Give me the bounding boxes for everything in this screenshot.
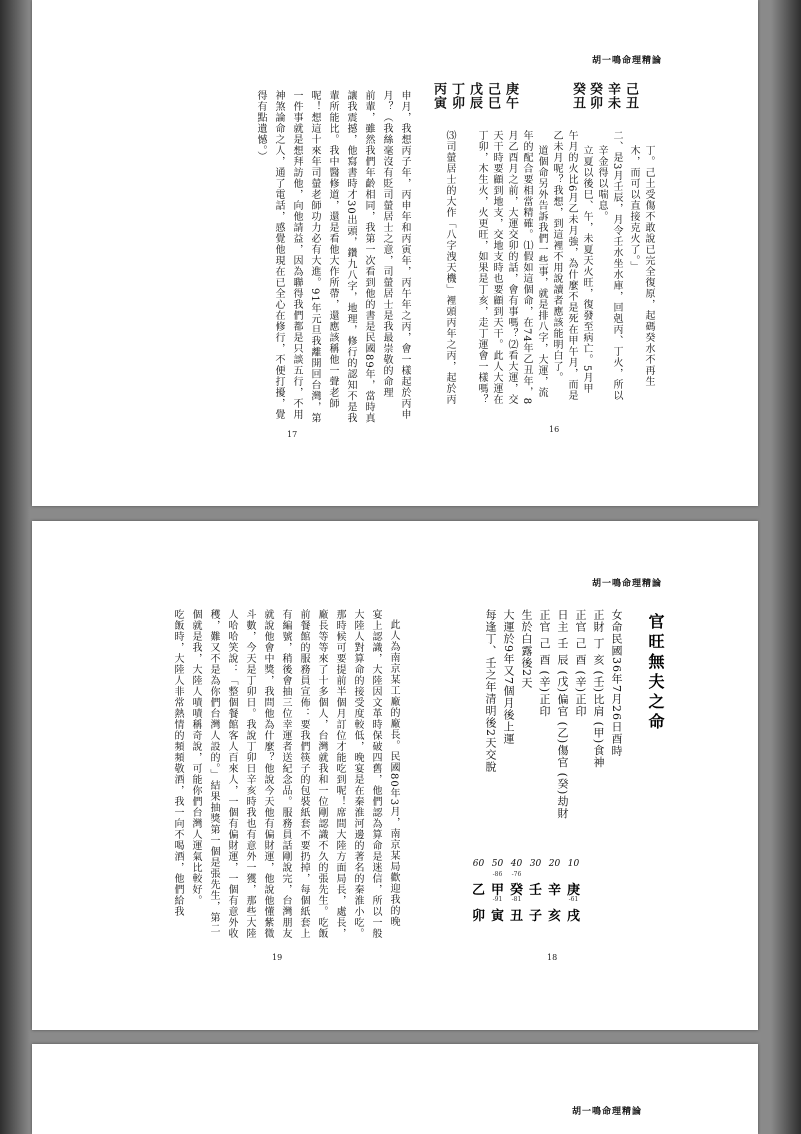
- text-col: 道個命另外告訴我們一些事，就是排八字，大運，流: [536, 145, 547, 398]
- page-header-right: 胡一鳴命理精論: [592, 579, 663, 589]
- text-col: 前輩，雖然我們年齡相同，我第一次看到他的書是民國89年，當時真: [363, 90, 374, 424]
- text-col: 月乙酉月之前，大運交卯的話，會有事嗎？⑵看大運，交: [506, 130, 517, 405]
- pillar-col-3: 癸卯: [587, 82, 602, 110]
- text-col: 木，而可以直接克火了。」: [628, 145, 639, 272]
- text-col: 二、是3月壬辰，月令壬水坐水庫，回剋丙、丁火，所以: [611, 130, 622, 402]
- dayun-ages: 60 50 40 30 20 10: [472, 859, 580, 869]
- text-col: 個就是我，大陸人嘖嘖稱奇說，可能你們台灣人運氣比較好。: [190, 609, 201, 906]
- pillar-col-7: 戊辰: [467, 82, 482, 110]
- text-col: 申月，我想丙子年，丙申年和丙寅年，丙午年之丙，會一樣起於丙申: [399, 90, 410, 420]
- text-col: 神煞論命之人，通了電話，感覺他現在已全心在修行，不便打擾，覺: [273, 90, 284, 420]
- page-number-18: 18: [547, 953, 558, 962]
- chart-col: 大運於9年又7個月後上運: [502, 609, 515, 745]
- pillar-col-6: 己巳: [485, 82, 500, 110]
- text-col: 月？（我絲毫沒有貶司螢居士之意，司螢居士是我最崇敬的命理: [381, 90, 392, 398]
- page-number-17: 17: [287, 430, 298, 439]
- dayun-years-mid: -91 -81 -61: [492, 896, 579, 903]
- page-18-19: [32, 521, 758, 1030]
- text-col: 立夏以後巳、午，未夏天火旺，復發至病亡。5月甲: [581, 145, 592, 395]
- pillar-col-1: 己丑: [623, 82, 638, 110]
- text-col: 讓我震撼，他寫書時才30出頭，鑽九八字，地理，修行的認知不是我: [345, 90, 356, 424]
- text-col: 辛金得以喘息。: [596, 145, 607, 222]
- page-header-right: 胡一鳴命理精論: [572, 1107, 643, 1117]
- text-col: ⑶司螢居士的大作「八字洩天機」裡頭丙年之丙，起於丙: [444, 130, 455, 405]
- page-number-19: 19: [272, 953, 283, 962]
- text-col: 宴上認識，大陸因文革時保破四舊，他們認為算命是迷信，所以一般: [370, 609, 381, 939]
- chart-col: 每逢丁、壬之年清明後2天交脫: [484, 609, 497, 773]
- pillar-col-4: 癸丑: [570, 82, 585, 110]
- chart-col: 女命民國36年7月26日酉時: [610, 609, 623, 757]
- text-col: 此人為南京某工廠的廠長。民國80年3月，南京某局歡迎我的晚: [388, 619, 399, 928]
- text-col: 天干時要顧到地支，交地支時也要顧到天干。此人大運在: [491, 130, 502, 405]
- chart-col: 正財 丁 亥 (壬)比肩 (甲)食神: [592, 609, 605, 769]
- chart-col: 生於白露後2天: [520, 609, 533, 689]
- text-col: 那時候可要提前半個月訂位才能吃到呢！席間大陸方面局長，處長，: [334, 609, 345, 939]
- text-col: 呢！想這十來年司螢老師功力必有大進。91年元旦我離開回台灣，第: [309, 90, 320, 424]
- text-col: 廠長等等來了十多個人，台灣就我和一位剛認識不久的張先生。吃飯: [316, 609, 327, 939]
- text-col: 乙未月呢？我想，到這裡不用說讀者應該能明白了。: [551, 130, 562, 383]
- text-col: 年的配合要相當精確。⑴假如這個命，在74年乙丑年，8: [521, 130, 532, 406]
- dayun-branches: 卯 寅 丑 子 亥 戌: [471, 909, 580, 924]
- page-header-right: 胡一鳴命理精論: [592, 56, 663, 66]
- dayun-stems: 乙 甲 癸 壬 辛 庚: [471, 883, 580, 898]
- text-col: 得有點遺憾。）: [255, 90, 266, 162]
- text-col: 就說他會中獎，我問他為什麼？他說今天他有偏財運，他說他懂紫微: [262, 609, 273, 939]
- text-col: 輩所能比。我中醫修道，還是看他大作所帶，還應該稱他一聲老師: [327, 90, 338, 409]
- chapter-title: 官旺無夫之命: [646, 613, 665, 733]
- text-col: 人哈哈笑說：「整個餐館客人百來人，一個有偏財運，一個有意外收: [226, 609, 237, 939]
- text-col: 午月的火比6月乙未月強，為什麼不是死在甲午月，而是: [566, 130, 577, 402]
- pillar-col-9: 丙寅: [431, 82, 446, 110]
- pillar-col-2: 辛未: [605, 82, 620, 110]
- text-col: 前餐館的服務員宣佈：要我們筷子的包裝紙套不要扔掉，每個紙套上: [298, 609, 309, 939]
- text-col: 丁。己土受傷不敢說已完全復原，起碼癸水不再生: [643, 145, 654, 387]
- text-col: 斗數，今天是丁卯日。我說丁卯日辛亥時我也有意外一獲，那些大陸: [244, 609, 255, 939]
- chart-col: 日主 壬 辰 (戊)偏官 (乙)傷官 (癸)劫財: [556, 609, 569, 820]
- page-number-16: 16: [549, 425, 560, 434]
- text-col: 一件事就是想拜訪他，向他請益，因為聯得我們都是只談五行，不用: [291, 90, 302, 420]
- dayun-years-top: -86 -76: [492, 871, 522, 878]
- chart-col: 正官 己 酉 (辛)正印: [538, 609, 551, 718]
- page-next: [32, 1044, 758, 1134]
- text-col: 有編號，稍後會抽三位幸運者送紀念品。服務員話剛說完，台灣朋友: [280, 609, 291, 939]
- chart-col: 正官 己 酉 (辛)正印: [574, 609, 587, 718]
- page-16-17: [32, 0, 758, 506]
- text-col: 穫，難又不是為你們台灣人設的。」結果抽獎第一個是張先生，第二: [208, 609, 219, 934]
- text-col: 吃飯時，大陸人非常熱情的頻頻敬酒，我一向不喝酒，他們給我: [172, 609, 183, 917]
- pillar-col-8: 丁卯: [449, 82, 464, 110]
- text-col: 大陸人對算命的接受度較低，晚宴是在秦淮河邊的著名的秦淮小吃。: [352, 609, 363, 939]
- text-col: 丁卯，木生火，火更旺，如果是丁亥，走丁運會一樣嗎？: [476, 130, 487, 405]
- pillar-col-5: 庚午: [503, 82, 518, 110]
